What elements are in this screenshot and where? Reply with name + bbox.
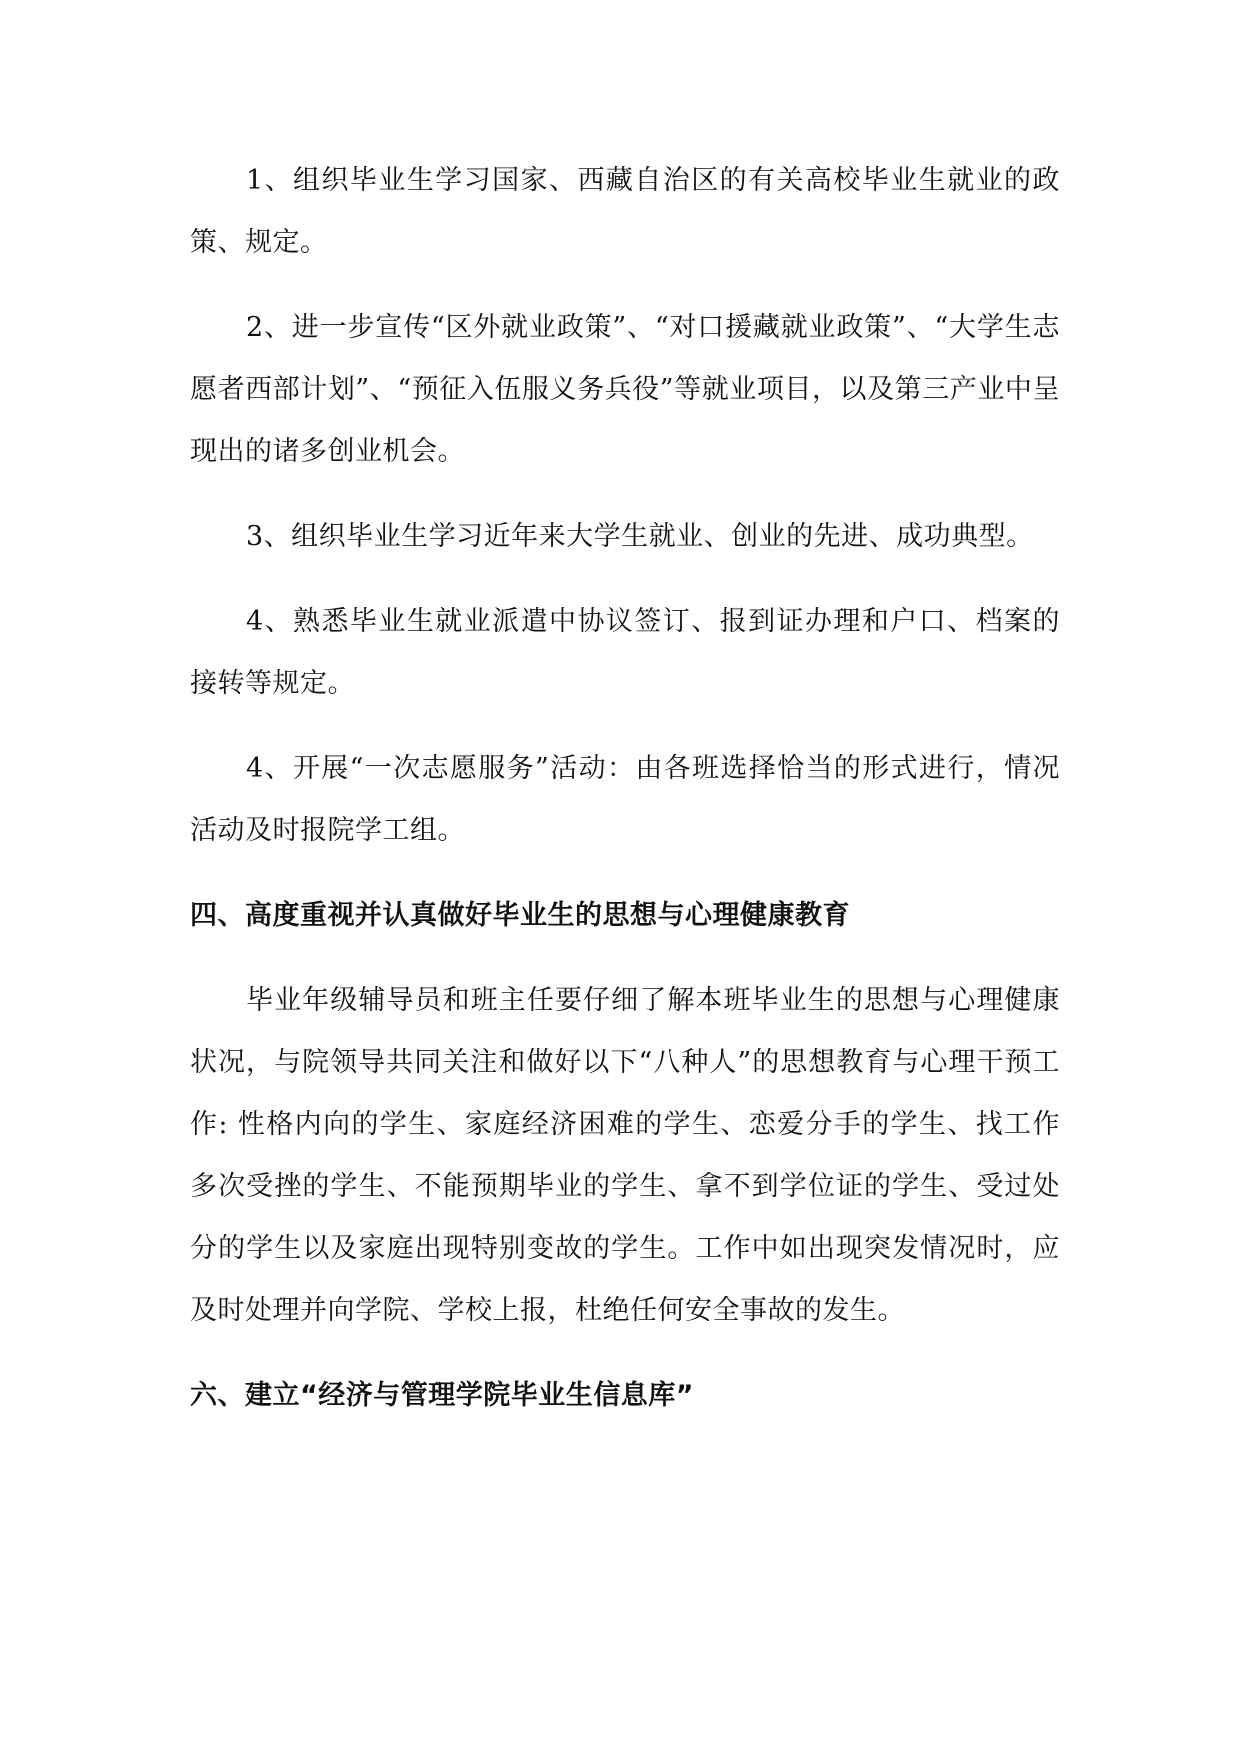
section-heading-4: 四、高度重视并认真做好毕业生的思想与心理健康教育 <box>190 900 850 931</box>
paragraph-item-3: 3、组织毕业生学习近年来大学生就业、创业的先进、成功典型。 <box>246 521 1034 552</box>
paragraph-item-2: 2、进一步宣传“区外就业政策”、“对口援藏就业政策”、“大学生志愿者西部计划”、“预征入伍服义务兵役”等就业项目，以及第三产业中呈现出的诸多创业机会。 <box>190 312 1060 467</box>
section-paragraph-4: 毕业年级辅导员和班主任要仔细了解本班毕业生的思想与心理健康状况，与院领导共同关注和做好以下“八种人”的思想教育与心理干预工作: 性格内向的学生、家庭经济困难的学生、恋爱分手的学生、找工作多次受挫的学生、不能预期毕业的学生、拿不到学位证的学生、受过处分的学生以及家庭出现特别变故的学生。工作中如出现突发情况时，应及时处理并向学院、学校上报，杜绝任何安全事故的发生。 <box>190 985 1060 1326</box>
paragraph-item-5: 4、开展“一次志愿服务”活动：由各班选择恰当的形式进行，情况活动及时报院学工组。 <box>190 753 1060 846</box>
document-body <box>190 150 1060 1450</box>
paragraph-item-4: 4、熟悉毕业生就业派遣中协议签订、报到证办理和户口、档案的接转等规定。 <box>190 606 1060 699</box>
paragraph-item-1: 1、组织毕业生学习国家、西藏自治区的有关高校毕业生就业的政策、规定。 <box>190 165 1060 258</box>
section-heading-6: 六、建立“经济与管理学院毕业生信息库” <box>190 1380 694 1411</box>
